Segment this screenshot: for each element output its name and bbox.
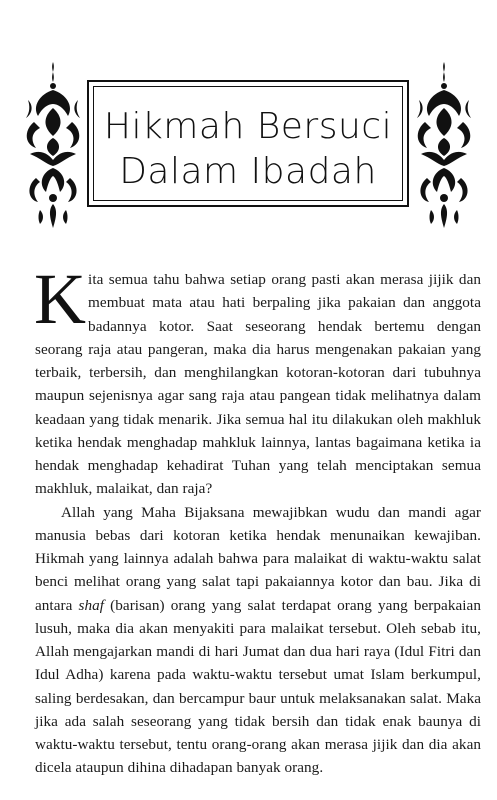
chapter-title-line-2: Dalam Ibadah xyxy=(119,151,377,192)
chapter-title xyxy=(89,104,407,194)
title-frame xyxy=(87,80,409,207)
paragraph-1-text: ita semua tahu bahwa setiap orang pasti akan merasa jijik dan membuat mata atau hati berpaling jika pakaian dan anggota badannya kotor. Saat seseorang hendak bertemu dengan seorang raja atau pangeran, maka dia harus mengenakan pakaian yang terbaik, terbersih, dan menghilangkan kotoran-kotoran dari tubuhnya maupun sejenisnya agar sang raja atau pangean tidak melihatnya dalam keadaan yang tidak menarik. Jika semua hal itu dilakukan oleh makhluk ketika hendak menghadap mahkluk lainnya, lantas bagaimana ketika ia hendak menghadap kehadirat Tuhan yang telah menciptakan semua makhluk, malaikat, dan raja? xyxy=(35,271,481,498)
paragraph-2-text-end: (barisan) orang yang salat terdapat orang yang berpakaian lusuh, maka dia akan menyakiti para malaikat tersebut. Oleh sebab itu, Allah mengajarkan mandi di hari Jumat dan dua hari raya (Idul Fitri dan Idul Adha) karena pada waktu-waktu tersebut umat Islam berkumpul, saling berdesakan, dan bercampur baur untuk melaksanakan salat. Maka jika ada salah seseorang yang tidak bersih dan tidak enak baunya di waktu-waktu tersebut, tentu orang-orang akan merasa jijik dan dia akan dicela ataupun dihina dihadapan banyak orang. xyxy=(35,596,481,777)
paragraph-2 xyxy=(35,501,481,780)
paragraph-2-text-start: Allah yang Maha Bijaksana mewajibkan wudu dan mandi agar manusia bebas dari kotoran ketika hendak menunaikan kewajiban. Hikmah yang lainnya adalah bahwa para malaikat di waktu-waktu salat benci melihat orang yang salat tapi pakaiannya kotor dan bau. Jika di antara xyxy=(35,503,481,614)
chapter-header xyxy=(0,0,497,250)
floral-ornament-icon xyxy=(411,60,477,230)
chapter-title-line-1: Hikmah Bersuci xyxy=(103,106,393,147)
drop-cap: K xyxy=(34,259,87,339)
chapter-body xyxy=(34,259,481,780)
paragraph-1 xyxy=(34,259,481,501)
floral-ornament-icon xyxy=(20,60,86,230)
term-shaf: shaf xyxy=(78,596,105,614)
